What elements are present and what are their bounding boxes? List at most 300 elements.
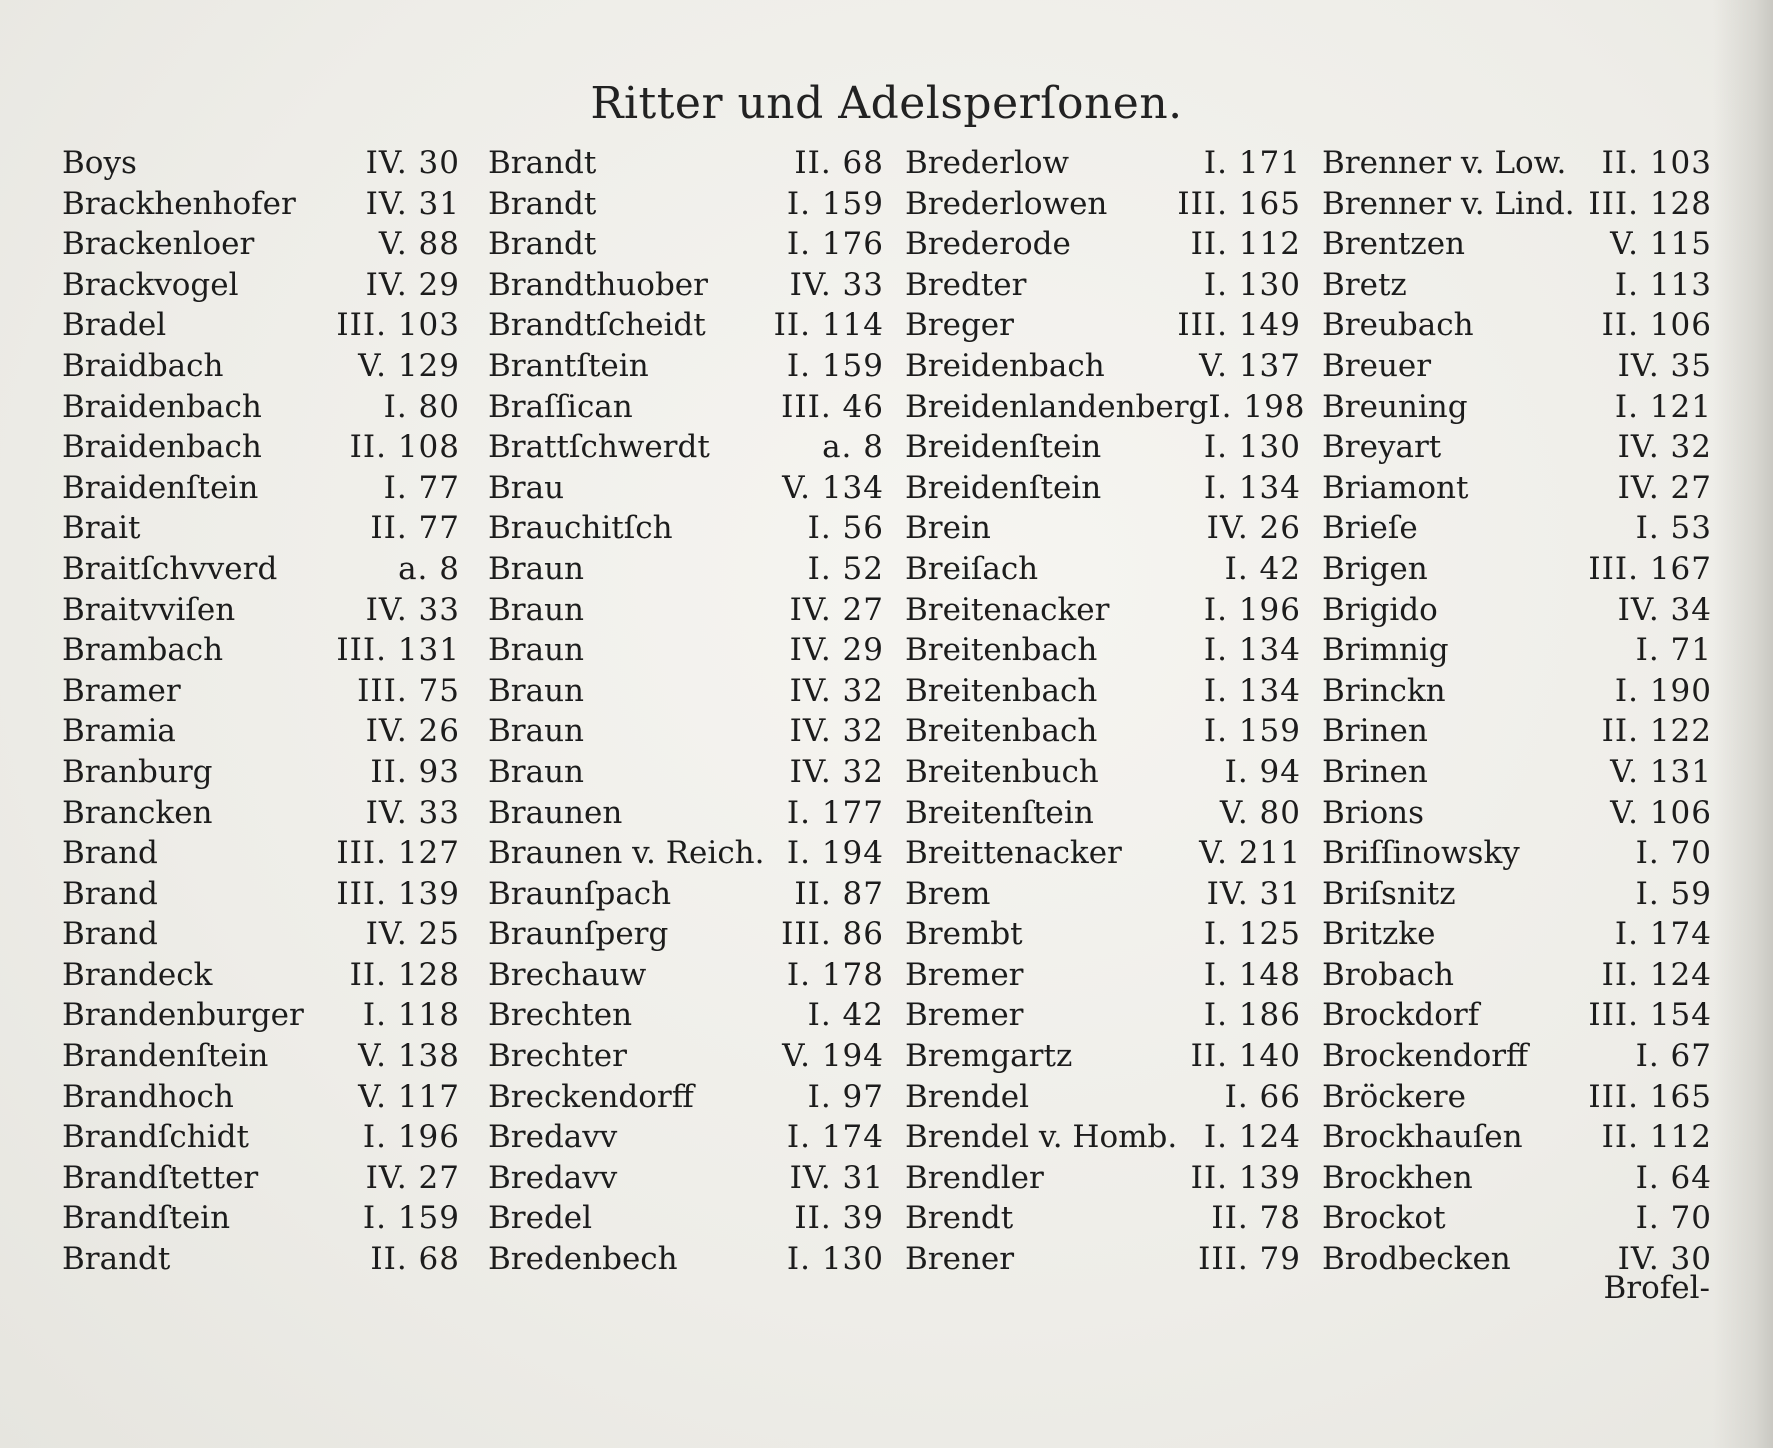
index-entry — [488, 346, 884, 387]
entry-name: Brockendorff — [1322, 1038, 1529, 1075]
entry-name: Brockdorf — [1322, 997, 1480, 1034]
index-entry — [488, 752, 884, 793]
index-entry — [905, 387, 1306, 428]
entry-reference: I. 121 — [1614, 388, 1712, 425]
entry-name: Bremer — [905, 997, 1024, 1034]
index-entry — [62, 1077, 460, 1118]
index-entry — [62, 387, 460, 428]
entry-name: Brandeck — [62, 956, 213, 993]
index-entry — [1322, 590, 1712, 631]
index-entry — [488, 955, 884, 996]
index-entry — [62, 224, 460, 265]
entry-name: Brigido — [1322, 591, 1438, 628]
index-entry — [1322, 1158, 1712, 1199]
entry-reference: IV. 26 — [365, 713, 460, 750]
index-entry — [1322, 793, 1712, 834]
entry-name: Brentzen — [1322, 226, 1466, 263]
entry-name: Breckendorff — [488, 1078, 694, 1115]
entry-name: Brackenloer — [62, 226, 255, 263]
index-entry — [1322, 1117, 1712, 1158]
entry-reference: I. 124 — [1203, 1119, 1301, 1156]
entry-reference: III. 165 — [1177, 185, 1301, 222]
entry-reference: I. 70 — [1635, 1200, 1712, 1237]
entry-name: Brimnig — [1322, 632, 1449, 669]
index-entry — [905, 468, 1301, 509]
index-entry — [1322, 671, 1712, 712]
entry-reference: I. 194 — [786, 835, 884, 872]
index-entry — [1322, 508, 1712, 549]
entry-reference: I. 67 — [1635, 1038, 1712, 1075]
entry-reference: I. 159 — [786, 347, 884, 384]
index-entry — [488, 549, 884, 590]
entry-reference: III. 149 — [1177, 307, 1301, 344]
index-entry — [1322, 468, 1712, 509]
entry-name: Bredter — [905, 266, 1027, 303]
entry-reference: III. 103 — [336, 307, 460, 344]
index-entry — [62, 833, 460, 874]
entry-reference: IV. 30 — [365, 145, 460, 181]
entry-reference: IV. 34 — [1617, 591, 1712, 628]
entry-name: Bramia — [62, 713, 176, 750]
index-entry — [905, 874, 1301, 915]
entry-reference: II. 68 — [794, 145, 884, 181]
entry-name: Brein — [905, 510, 991, 547]
entry-name: Brockot — [1322, 1200, 1446, 1237]
entry-name: Brandt — [488, 145, 597, 181]
entry-reference: III. 46 — [781, 388, 884, 425]
entry-reference: I. 42 — [807, 997, 884, 1034]
entry-reference: V. 134 — [782, 469, 884, 506]
index-entry — [905, 549, 1301, 590]
entry-reference: V. 211 — [1199, 835, 1301, 872]
entry-reference: I. 71 — [1635, 632, 1712, 669]
entry-name: Boys — [62, 145, 137, 181]
entry-name: Bredel — [488, 1200, 593, 1237]
entry-name: Brandſtein — [62, 1200, 231, 1237]
index-entry — [62, 265, 460, 306]
entry-name: Breger — [905, 307, 1014, 344]
index-entry — [62, 874, 460, 915]
index-entry — [488, 468, 884, 509]
entry-reference: I. 159 — [362, 1200, 460, 1237]
entry-name: Braidbach — [62, 347, 224, 384]
index-entry — [488, 711, 884, 752]
index-entry — [488, 224, 884, 265]
entry-reference: IV. 35 — [1617, 347, 1712, 384]
entry-name: Braunen v. Reich. — [488, 835, 765, 872]
entry-name: Bredavv — [488, 1119, 618, 1156]
entry-name: Brener — [905, 1241, 1015, 1278]
entry-name: Braun — [488, 632, 585, 669]
entry-name: Brockhauſen — [1322, 1119, 1523, 1156]
entry-name: Brauchitſch — [488, 510, 673, 547]
index-column-2 — [488, 143, 884, 1280]
index-entry — [62, 1117, 460, 1158]
index-entry — [1322, 224, 1712, 265]
entry-reference: V. 129 — [358, 347, 460, 384]
index-entry — [1322, 1077, 1712, 1118]
page-title: Ritter und Adelsperſonen. — [590, 78, 1183, 129]
entry-reference: I. 130 — [1203, 429, 1301, 466]
entry-reference: III. 79 — [1198, 1241, 1301, 1278]
index-entry — [905, 711, 1301, 752]
index-entry — [62, 1036, 460, 1077]
entry-reference: IV. 27 — [789, 591, 884, 628]
index-entry — [488, 387, 884, 428]
entry-name: Brantſtein — [488, 347, 649, 384]
index-entry — [488, 630, 884, 671]
entry-reference: IV. 33 — [789, 266, 884, 303]
entry-reference: I. 196 — [1203, 591, 1301, 628]
entry-reference: I. 159 — [786, 185, 884, 222]
index-entry — [488, 1198, 884, 1239]
entry-reference: II. 122 — [1601, 713, 1712, 750]
entry-name: Breitenacker — [905, 591, 1110, 628]
entry-name: Brandenſtein — [62, 1038, 269, 1075]
entry-reference: I. 56 — [807, 510, 884, 547]
entry-name: Braunſperg — [488, 916, 669, 953]
entry-name: Breittenacker — [905, 835, 1122, 872]
entry-name: Breidenbach — [905, 347, 1105, 384]
index-entry — [62, 508, 460, 549]
entry-reference: IV. 29 — [789, 632, 884, 669]
index-entry — [1322, 874, 1712, 915]
catchword: Brofel- — [1603, 1270, 1710, 1306]
index-entry — [1322, 265, 1712, 306]
entry-name: Brattſchwerdt — [488, 429, 710, 466]
entry-name: Brembt — [905, 916, 1023, 953]
entry-reference: I. 118 — [362, 997, 460, 1034]
entry-reference: II. 128 — [349, 956, 460, 993]
entry-reference: V. 88 — [378, 226, 460, 263]
entry-name: Breidenſtein — [905, 469, 1102, 506]
index-entry — [488, 874, 884, 915]
entry-reference: I. 130 — [786, 1241, 884, 1278]
entry-reference: III. 75 — [357, 672, 460, 709]
index-entry — [905, 793, 1301, 834]
entry-name: Brockhen — [1322, 1159, 1473, 1196]
entry-reference: V. 106 — [1610, 794, 1712, 831]
entry-name: Bretz — [1322, 266, 1407, 303]
entry-name: Breiſach — [905, 550, 1039, 587]
entry-reference: I. 176 — [786, 226, 884, 263]
index-entry — [62, 184, 460, 225]
entry-reference: V. 80 — [1219, 794, 1301, 831]
entry-name: Brobach — [1322, 956, 1454, 993]
entry-reference: IV. 32 — [789, 672, 884, 709]
index-entry — [488, 1117, 884, 1158]
entry-name: Bramer — [62, 672, 181, 709]
entry-reference: I. 159 — [1203, 713, 1301, 750]
index-entry — [1322, 833, 1712, 874]
entry-reference: II. 108 — [349, 429, 460, 466]
entry-reference: I. 66 — [1224, 1078, 1301, 1115]
entry-name: Brechauw — [488, 956, 647, 993]
entry-name: Brendel v. Homb. — [905, 1119, 1178, 1156]
entry-reference: IV. 25 — [365, 916, 460, 953]
entry-name: Brinen — [1322, 753, 1428, 790]
entry-reference: III. 128 — [1588, 185, 1712, 222]
index-entry — [488, 671, 884, 712]
entry-name: Breitenſtein — [905, 794, 1094, 831]
entry-reference: I. 148 — [1203, 956, 1301, 993]
index-entry — [905, 143, 1301, 184]
page-edge-shadow — [1713, 0, 1773, 1448]
entry-name: Brand — [62, 835, 158, 872]
index-entry — [905, 224, 1301, 265]
entry-reference: II. 139 — [1190, 1159, 1301, 1196]
entry-reference: I. 134 — [1203, 672, 1301, 709]
entry-reference: IV. 27 — [1617, 469, 1712, 506]
entry-name: Braſſican — [488, 388, 633, 425]
index-entry — [905, 1077, 1301, 1118]
entry-reference: IV. 31 — [1206, 875, 1301, 912]
entry-name: Bredavv — [488, 1159, 618, 1196]
index-entry — [1322, 1036, 1712, 1077]
entry-name: Brandhoch — [62, 1078, 234, 1115]
index-entry — [488, 1077, 884, 1118]
entry-reference: V. 194 — [782, 1038, 884, 1075]
entry-reference: I. 53 — [1635, 510, 1712, 547]
index-entry — [62, 590, 460, 631]
entry-reference: I. 97 — [807, 1078, 884, 1115]
entry-name: Brechten — [488, 997, 633, 1034]
entry-reference: IV. 27 — [365, 1159, 460, 1196]
index-entry — [62, 995, 460, 1036]
entry-reference: V. 138 — [358, 1038, 460, 1075]
entry-reference: V. 115 — [1610, 226, 1712, 263]
entry-reference: III. 139 — [336, 875, 460, 912]
index-entry — [905, 346, 1301, 387]
entry-name: Braun — [488, 713, 585, 750]
entry-name: Brendel — [905, 1078, 1030, 1115]
entry-name: Breubach — [1322, 307, 1474, 344]
index-entry — [62, 143, 460, 184]
entry-name: Brendt — [905, 1200, 1014, 1237]
entry-reference: II. 112 — [1190, 226, 1301, 263]
index-entry — [488, 793, 884, 834]
index-entry — [62, 427, 460, 468]
entry-name: Breuer — [1322, 347, 1432, 384]
entry-name: Brackhenhofer — [62, 185, 296, 222]
entry-name: Brechter — [488, 1038, 627, 1075]
entry-name: Breuning — [1322, 388, 1468, 425]
index-entry — [488, 427, 884, 468]
entry-name: Braun — [488, 591, 585, 628]
entry-reference: I. 190 — [1614, 672, 1712, 709]
entry-reference: II. 112 — [1601, 1119, 1712, 1156]
entry-reference: I. 42 — [1224, 550, 1301, 587]
index-entry — [905, 1117, 1301, 1158]
entry-reference: I. 134 — [1203, 632, 1301, 669]
entry-name: Brieſe — [1322, 510, 1418, 547]
index-entry — [488, 590, 884, 631]
entry-reference: III. 86 — [781, 916, 884, 953]
index-entry — [905, 1158, 1301, 1199]
entry-reference: IV. 32 — [1617, 429, 1712, 466]
entry-reference: III. 127 — [336, 835, 460, 872]
entry-name: Brinckn — [1322, 672, 1446, 709]
entry-name: Braun — [488, 550, 585, 587]
entry-name: Brandtſcheidt — [488, 307, 706, 344]
entry-name: Braidenbach — [62, 429, 262, 466]
entry-name: Brendler — [905, 1159, 1044, 1196]
entry-reference: I. 178 — [786, 956, 884, 993]
entry-reference: a. 8 — [398, 550, 460, 587]
index-entry — [488, 1158, 884, 1199]
entry-reference: II. 103 — [1601, 145, 1712, 181]
entry-reference: III. 154 — [1588, 997, 1712, 1034]
entry-name: Brandt — [62, 1241, 171, 1278]
entry-name: Brenner v. Lind. — [1322, 185, 1575, 222]
entry-name: Brinen — [1322, 713, 1428, 750]
entry-name: Branburg — [62, 753, 213, 790]
entry-reference: I. 94 — [1224, 753, 1301, 790]
index-entry — [62, 955, 460, 996]
index-column-3 — [905, 143, 1306, 1280]
index-entry — [488, 143, 884, 184]
entry-reference: IV. 30 — [1617, 1241, 1712, 1278]
entry-name: Braitſchvverd — [62, 550, 278, 587]
entry-reference: I. 113 — [1614, 266, 1712, 303]
index-entry — [488, 914, 884, 955]
index-entry — [1322, 955, 1712, 996]
entry-reference: I. 198 — [1208, 388, 1306, 425]
entry-reference: I. 171 — [1203, 145, 1301, 181]
entry-reference: II. 114 — [773, 307, 884, 344]
index-entry — [905, 265, 1301, 306]
index-entry — [1322, 1198, 1712, 1239]
index-entry — [905, 184, 1301, 225]
index-entry — [1322, 995, 1712, 1036]
entry-reference: a. 8 — [822, 429, 884, 466]
entry-reference: II. 39 — [794, 1200, 884, 1237]
entry-reference: I. 196 — [362, 1119, 460, 1156]
entry-name: Braunſpach — [488, 875, 672, 912]
entry-name: Braun — [488, 672, 585, 709]
entry-reference: II. 77 — [370, 510, 460, 547]
entry-reference: IV. 31 — [365, 185, 460, 222]
index-entry — [905, 671, 1301, 712]
index-entry — [1322, 305, 1712, 346]
entry-reference: I. 64 — [1635, 1159, 1712, 1196]
entry-name: Briſsnitz — [1322, 875, 1456, 912]
entry-reference: I. 134 — [1203, 469, 1301, 506]
index-entry — [488, 184, 884, 225]
entry-reference: I. 80 — [383, 388, 460, 425]
index-entry — [62, 752, 460, 793]
entry-reference: II. 68 — [370, 1241, 460, 1278]
entry-name: Breidenſtein — [905, 429, 1102, 466]
entry-name: Brandthuober — [488, 266, 708, 303]
index-entry — [62, 468, 460, 509]
index-entry — [488, 1239, 884, 1280]
index-entry — [62, 346, 460, 387]
index-entry — [1322, 914, 1712, 955]
index-entry — [905, 833, 1301, 874]
entry-reference: III. 167 — [1588, 550, 1712, 587]
index-entry — [62, 671, 460, 712]
entry-name: Brand — [62, 916, 158, 953]
entry-name: Brem — [905, 875, 991, 912]
index-entry — [62, 305, 460, 346]
index-entry — [905, 427, 1301, 468]
index-entry — [905, 914, 1301, 955]
entry-reference: I. 125 — [1203, 916, 1301, 953]
index-entry — [62, 1239, 460, 1280]
entry-name: Braitvviſen — [62, 591, 236, 628]
entry-reference: IV. 26 — [1206, 510, 1301, 547]
entry-name: Bremgartz — [905, 1038, 1073, 1075]
entry-reference: II. 78 — [1211, 1200, 1301, 1237]
entry-name: Brait — [62, 510, 141, 547]
entry-reference: II. 93 — [370, 753, 460, 790]
index-entry — [905, 995, 1301, 1036]
index-entry — [1322, 184, 1712, 225]
entry-reference: IV. 33 — [365, 794, 460, 831]
entry-reference: V. 137 — [1199, 347, 1301, 384]
index-entry — [488, 995, 884, 1036]
entry-reference: I. 174 — [1614, 916, 1712, 953]
entry-name: Brancken — [62, 794, 213, 831]
index-entry — [62, 630, 460, 671]
entry-name: Brand — [62, 875, 158, 912]
entry-name: Breitenbach — [905, 632, 1098, 669]
index-entry — [488, 305, 884, 346]
entry-name: Briſſinowsky — [1322, 835, 1520, 872]
entry-name: Bröckere — [1322, 1078, 1466, 1115]
entry-name: Brigen — [1322, 550, 1428, 587]
index-entry — [1322, 387, 1712, 428]
entry-name: Braunen — [488, 794, 623, 831]
index-column-1 — [62, 143, 460, 1280]
index-entry — [1322, 549, 1712, 590]
entry-name: Britzke — [1322, 916, 1436, 953]
entry-reference: I. 59 — [1635, 875, 1712, 912]
index-entry — [905, 1036, 1301, 1077]
entry-reference: V. 117 — [358, 1078, 460, 1115]
entry-reference: I. 177 — [786, 794, 884, 831]
entry-name: Breitenbach — [905, 672, 1098, 709]
entry-reference: II. 106 — [1601, 307, 1712, 344]
entry-reference: I. 70 — [1635, 835, 1712, 872]
entry-reference: III. 131 — [336, 632, 460, 669]
index-entry — [488, 1036, 884, 1077]
index-entry — [905, 752, 1301, 793]
entry-name: Braidenbach — [62, 388, 262, 425]
entry-name: Breitenbach — [905, 713, 1098, 750]
entry-name: Bremer — [905, 956, 1024, 993]
entry-reference: II. 124 — [1601, 956, 1712, 993]
entry-reference: I. 130 — [1203, 266, 1301, 303]
entry-reference: I. 186 — [1203, 997, 1301, 1034]
entry-name: Bredenbech — [488, 1241, 678, 1278]
entry-reference: III. 165 — [1588, 1078, 1712, 1115]
index-entry — [62, 914, 460, 955]
entry-name: Breyart — [1322, 429, 1442, 466]
index-entry — [62, 549, 460, 590]
entry-name: Brandt — [488, 185, 597, 222]
entry-name: Breitenbuch — [905, 753, 1099, 790]
entry-name: Brederlowen — [905, 185, 1108, 222]
index-entry — [1322, 630, 1712, 671]
index-entry — [1322, 752, 1712, 793]
index-entry — [1322, 346, 1712, 387]
entry-name: Briamont — [1322, 469, 1469, 506]
index-entry — [1322, 711, 1712, 752]
index-entry — [1322, 143, 1712, 184]
index-entry — [905, 508, 1301, 549]
